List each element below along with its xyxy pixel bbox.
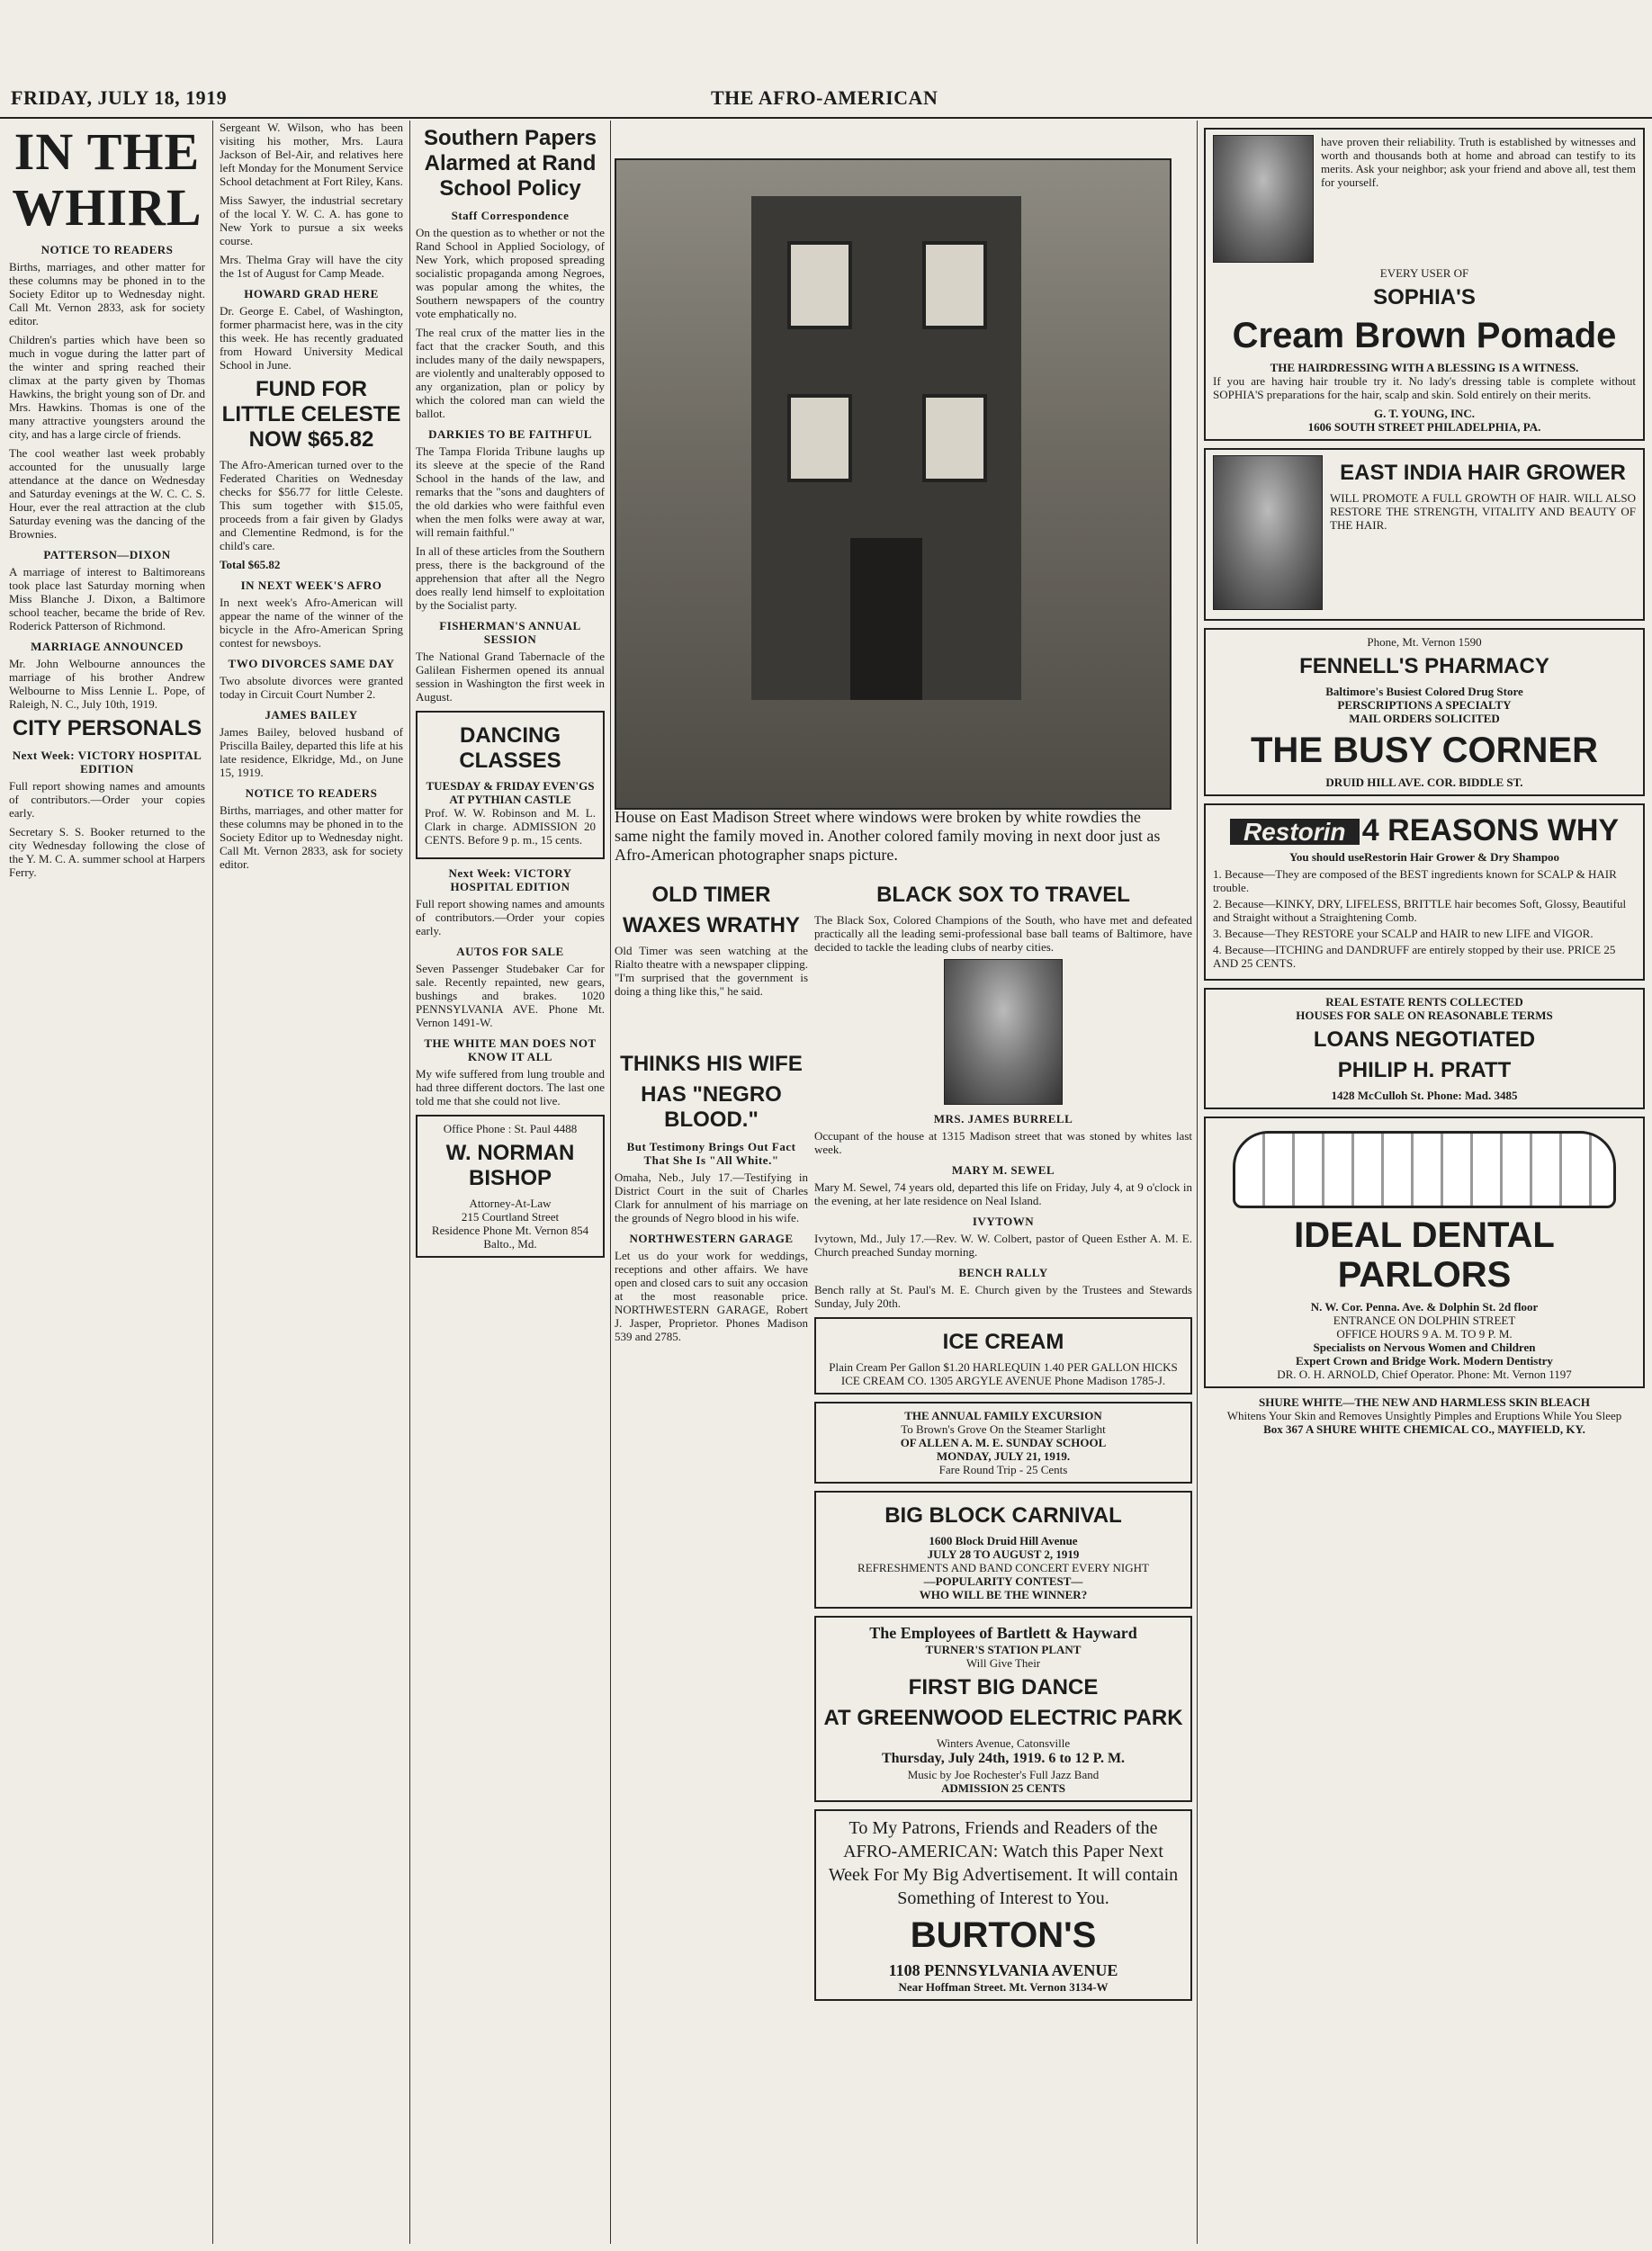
dance-heading: DANCING CLASSES	[459, 723, 561, 773]
autos-text: Seven Passenger Studebaker Car for sale. Recently repainted, new gears, bushings and brakes. 1020 PENNSYLVANIA AVE. Phone Mt. Vernon 1491-W.	[416, 962, 605, 1029]
teeth-illustration	[1233, 1131, 1616, 1208]
ivytown-heading: IVYTOWN	[972, 1215, 1035, 1228]
sophia-product: Cream Brown Pomade	[1232, 316, 1617, 355]
shure-subhead: Whitens Your Skin and Removes Unsightly Pimples and Eruptions While You Sleep	[1226, 1409, 1622, 1422]
restorin-ad	[1204, 803, 1645, 981]
dental-ad	[1204, 1117, 1645, 1388]
article-paragraph: Children's parties which have been so much in vogue during the latter part of the winter and spring reached their climax at the party given by Thomas Hawkins, the bright young son of Dr. and Mrs. Hawkins. Thomas is one of the many attractive youngsters around the city, and has a large circle of friends.	[9, 333, 205, 441]
pratt-name: PHILIP H. PRATT	[1337, 1058, 1512, 1082]
pratt-address: 1428 McCulloh St. Phone: Mad. 3485	[1331, 1089, 1518, 1102]
burtons-name: BURTON'S	[910, 1915, 1097, 1955]
lawyer-phone: Residence Phone Mt. Vernon 854 Balto., Md.	[431, 1224, 589, 1251]
personal-item: Sergeant W. Wilson, who has been visiting his mother, Mrs. Laura Jackson of Bel-Air, and relatives here left Monday for the Monument Service School detachment at Fort Riley, Kans.	[220, 121, 403, 188]
sewel-text: Mary M. Sewel, 74 years old, departed this life on Friday, July 4, at 9 o'clock in the evening, at her late residence on Neal Island.	[814, 1180, 1192, 1207]
excursion-heading: THE ANNUAL FAMILY EXCURSION	[904, 1409, 1102, 1422]
dance-ad-music: Music by Joe Rochester's Full Jazz Band	[907, 1768, 1100, 1781]
sophia-intro: have proven their reliability. Truth is established by witnesses and worth and thousands both at home and abroad can testify to its merits. Ask your neighbor; ask your friend and above all, test them for yourself.	[1321, 135, 1636, 189]
real-estate-ad	[1204, 988, 1645, 1109]
column-personals	[220, 121, 403, 2235]
real-estate-line: REAL ESTATE RENTS COLLECTED	[1325, 995, 1523, 1009]
dental-doctor: DR. O. H. ARNOLD, Chief Operator. Phone: Mt. Vernon 1197	[1277, 1368, 1572, 1381]
fennell-rx: PERSCRIPTIONS A SPECIALTY	[1337, 698, 1512, 712]
sophia-every: EVERY USER OF	[1379, 266, 1469, 280]
shure-address: Box 367 A SHURE WHITE CHEMICAL CO., MAYFIELD, KY.	[1263, 1422, 1585, 1436]
dental-address: N. W. Cor. Penna. Ave. & Dolphin St. 2d floor	[1310, 1300, 1539, 1314]
sox-headline: BLACK SOX TO TRAVEL	[876, 883, 1130, 907]
article-headline: Southern Papers Alarmed at Rand School Policy	[423, 126, 597, 201]
wedding-heading: PATTERSON—DIXON	[43, 548, 171, 561]
issue-date: FRIDAY, JULY 18, 1919	[11, 86, 228, 109]
excursion-fare: Fare Round Trip - 25 Cents	[938, 1463, 1068, 1476]
dental-entrance: ENTRANCE ON DOLPHIN STREET	[1333, 1314, 1516, 1327]
lawyer-address: 215 Courtland Street	[461, 1210, 560, 1224]
notice-text: Births, marriages, and other matter for these columns may be phoned in to the Society Editor up to Wednesday night. Call Mt. Vernon 2833, ask for society editor.	[220, 803, 403, 871]
portrait-photo	[1213, 135, 1314, 263]
afro-text: In next week's Afro-American will appear the name of the winner of the bicycle in the Afro-American Spring contest for newsboys.	[220, 596, 403, 650]
masthead	[0, 81, 1652, 119]
white-man-text: My wife suffered from lung trouble and had three different doctors. The last one told me that she could not live.	[416, 1067, 605, 1108]
reason-item: 3. Because—They RESTORE your SCALP and HAIR to new LIFE and VIGOR.	[1213, 927, 1594, 940]
fennell-phone: Phone, Mt. Vernon 1590	[1367, 635, 1482, 649]
fennell-name: FENNELL'S PHARMACY	[1299, 654, 1549, 678]
notice-heading: NOTICE TO READERS	[245, 786, 378, 800]
column-society	[9, 121, 205, 2235]
burtons-near: Near Hoffman Street. Mt. Vernon 3134-W	[898, 1980, 1109, 1994]
column-rule	[1197, 121, 1198, 2244]
carnival-subhead: REFRESHMENTS AND BAND CONCERT EVERY NIGHT	[857, 1561, 1149, 1574]
fennell-subhead: Baltimore's Busiest Colored Drug Store	[1325, 685, 1523, 698]
restorin-logo: Restorin	[1230, 819, 1360, 845]
dance-text: Prof. W. W. Robinson and M. L. Clark in charge. ADMISSION 20 CENTS. Before 9 p. m., 15 cents.	[425, 806, 596, 847]
sophia-address: 1606 SOUTH STREET PHILADELPHIA, PA.	[1307, 420, 1541, 434]
east-india-text: WILL PROMOTE A FULL GROWTH OF HAIR. WILL ALSO RESTORE THE STRENGTH, VITALITY AND BEAUTY OF THE HAIR.	[1330, 491, 1636, 532]
ice-cream-text: Plain Cream Per Gallon $1.20 HARLEQUIN 1.40 PER GALLON HICKS ICE CREAM CO. 1305 ARGYLE AVENUE Phone Madison 1785-J.	[829, 1360, 1178, 1387]
notice-heading: NOTICE TO READERS	[40, 243, 174, 256]
patrons-text: To My Patrons, Friends and Readers of the AFRO-AMERICAN: Watch this Paper Next Week For My Big Advertisement. It will contain Something of Interest to You.	[828, 1818, 1179, 1908]
personals-heading: CITY PERSONALS	[12, 716, 202, 740]
window-shape	[922, 394, 987, 482]
byline: Staff Correspondence	[451, 209, 570, 222]
carnival-contest: —POPULARITY CONTEST—	[923, 1574, 1083, 1588]
sophia-ad	[1204, 128, 1645, 441]
victory-text: Full report showing names and amounts of contributors.—Order your copies early.	[416, 897, 605, 937]
dance-ad-place: AT GREENWOOD ELECTRIC PARK	[823, 1706, 1183, 1730]
fennell-mail: MAIL ORDERS SOLICITED	[1349, 712, 1500, 725]
article-paragraph: The real crux of the matter lies in the fact that the cracker South, and this includes many of the daily newspapers, are violently and unalterably opposed to any organization, plan or policy by which the colored man can wield the ballot.	[416, 326, 605, 420]
garage-text: Let us do your work for weddings, receptions and other affairs. We have open and closed cars to suit any occasion at the most reasonable price. NORTHWESTERN GARAGE, Robert J. Jasper, Proprietor. Phones Madison 539 and 2785.	[615, 1249, 808, 1343]
carnival-question: WHO WILL BE THE WINNER?	[919, 1588, 1088, 1601]
portrait-photo	[944, 959, 1063, 1105]
reason-item: 2. Because—KINKY, DRY, LIFELESS, BRITTLE hair becomes Soft, Glossy, Beautiful and Straight without a Straightening Comb.	[1213, 897, 1627, 924]
sox-text: The Black Sox, Colored Champions of the South, who have met and defeated practically all the leading semi-professional base ball teams of Baltimore, have decided to tackle the leading clubs of nearby cities.	[814, 913, 1192, 954]
reason-item: 4. Because—ITCHING and DANDRUFF are entirely stopped by their use. PRICE 25 AND 25 CENTS.	[1213, 943, 1616, 970]
personals-subhead: Next Week: VICTORY HOSPITAL EDITION	[12, 749, 202, 776]
ivytown-text: Ivytown, Md., July 17.—Rev. W. W. Colbert, pastor of Queen Esther A. M. E. Church preached Sunday morning.	[814, 1232, 1192, 1259]
dental-heading: IDEAL DENTAL PARLORS	[1294, 1215, 1555, 1295]
ice-cream-ad	[814, 1317, 1192, 1395]
excursion-ad	[814, 1402, 1192, 1484]
fisherman-text: The National Grand Tabernacle of the Galilean Fishermen opened its annual session in Washington the first week in August.	[416, 650, 605, 704]
sophia-tagline: THE HAIRDRESSING WITH A BLESSING IS A WITNESS.	[1270, 361, 1579, 374]
restorin-heading: 4 REASONS WHY	[1361, 813, 1620, 847]
dance-ad-location: Winters Avenue, Catonsville	[936, 1736, 1071, 1750]
darkies-heading: DARKIES TO BE FAITHFUL	[428, 427, 592, 441]
window-shape	[787, 241, 852, 329]
excursion-line: To Brown's Grove On the Steamer Starlight	[901, 1422, 1106, 1436]
restorin-subhead: You should useRestorin Hair Grower & Dry Shampoo	[1288, 850, 1560, 864]
afro-heading: IN NEXT WEEK'S AFRO	[240, 578, 382, 592]
column-rule	[212, 121, 213, 2244]
window-shape	[922, 241, 987, 329]
lawyer-title: Attorney-At-Law	[469, 1197, 552, 1210]
house-illustration	[751, 196, 1021, 700]
fisherman-heading: FISHERMAN'S ANNUAL SESSION	[439, 619, 581, 646]
personals-item: Secretary S. S. Booker returned to the city Wednesday following the close of the Y. M. C. A. summer school at Harpers Ferry.	[9, 825, 205, 879]
door-shape	[850, 538, 922, 700]
column-news	[416, 121, 605, 2235]
paper-title: THE AFRO-AMERICAN	[711, 86, 938, 109]
howard-heading: HOWARD GRAD HERE	[244, 287, 379, 300]
oldtimer-headline-2: WAXES WRATHY	[623, 913, 800, 937]
wife-headline: THINKS HIS WIFE	[620, 1052, 803, 1076]
autos-heading: AUTOS FOR SALE	[456, 945, 564, 958]
marriage-heading: MARRIAGE ANNOUNCED	[31, 640, 184, 653]
column-oldtimer	[615, 877, 808, 2236]
loans-line: LOANS NEGOTIATED	[1313, 1027, 1536, 1052]
east-india-heading: EAST INDIA HAIR GROWER	[1340, 461, 1626, 485]
article-paragraph: In all of these articles from the Southern press, there is the background of the apprehension that after all the Negro does really lend himself to exploitation by the Socialist party.	[416, 544, 605, 612]
darkies-text: The Tampa Florida Tribune laughs up its sleeve at the specie of the Rand School in the hands of the law, and remarks that the "sons and daughters of the old darkies who were faithful even when the men folks were away at war, will remain faithful."	[416, 444, 605, 539]
column-ads	[1204, 121, 1645, 2244]
dance-ad-heading: The Employees of Bartlett & Hayward	[869, 1624, 1137, 1642]
fund-total: Total $65.82	[220, 558, 281, 571]
oldtimer-headline: OLD TIMER	[651, 883, 771, 907]
bench-heading: BENCH RALLY	[958, 1266, 1048, 1279]
carnival-heading: BIG BLOCK CARNIVAL	[884, 1503, 1122, 1528]
shure-heading: SHURE WHITE—THE NEW AND HARMLESS SKIN BLEACH	[1259, 1395, 1590, 1409]
burtons-address: 1108 PENNSYLVANIA AVENUE	[888, 1961, 1118, 1979]
fund-heading: FUND FOR LITTLE CELESTE NOW $65.82	[221, 377, 401, 452]
fennell-ad	[1204, 628, 1645, 796]
personal-item: Mrs. Thelma Gray will have the city the 1st of August for Camp Meade.	[220, 253, 403, 280]
column-rule	[409, 121, 410, 2244]
dance-ad-will: Will Give Their	[965, 1656, 1041, 1670]
dental-hours: OFFICE HOURS 9 A. M. TO 9 P. M.	[1336, 1327, 1513, 1341]
dance-ad	[814, 1616, 1192, 1802]
sewel-heading: MARY M. SEWEL	[951, 1163, 1055, 1177]
excursion-line: OF ALLEN A. M. E. SUNDAY SCHOOL	[900, 1436, 1107, 1449]
sophia-name: SOPHIA'S	[1373, 285, 1476, 309]
victory-heading: Next Week: VICTORY HOSPITAL EDITION	[448, 866, 572, 893]
dental-specialty: Specialists on Nervous Women and Children	[1313, 1341, 1536, 1354]
burtons-ad	[814, 1809, 1192, 2001]
wife-text: Omaha, Neb., July 17.—Testifying in District Court in the suit of Charles Clark for annulment of his marriage on the grounds of Negro blood in his wife.	[615, 1170, 808, 1224]
personal-item: Miss Sawyer, the industrial secretary of the local Y. W. C. A. has gone to New York to pursue a six weeks course.	[220, 193, 403, 247]
oldtimer-text: Old Timer was seen watching at the Rialto theatre with a newspaper clipping. "I'm surprised that the government is doing a thing like this," he said.	[615, 944, 808, 998]
column-rule	[610, 121, 611, 2244]
house-photo	[615, 158, 1172, 810]
wife-subhead: But Testimony Brings Out Fact That She Is "All White."	[626, 1140, 796, 1167]
lawyer-name: W. NORMAN BISHOP	[445, 1141, 575, 1190]
sophia-maker: G. T. YOUNG, INC.	[1373, 407, 1476, 420]
howard-text: Dr. George E. Cabel, of Washington, former pharmacist here, was in the city this week. He has recently graduated from Howard University Medical School in June.	[220, 304, 403, 372]
carnival-location: 1600 Block Druid Hill Avenue	[929, 1534, 1078, 1547]
dental-expert: Expert Crown and Bridge Work. Modern Dentistry	[1296, 1354, 1553, 1368]
section-title: IN THE WHIRL	[12, 122, 202, 237]
office-phone: Office Phone : St. Paul 4488	[443, 1122, 578, 1135]
shure-white-ad	[1204, 1395, 1645, 1436]
carnival-date: JULY 28 TO AUGUST 2, 1919	[927, 1547, 1080, 1561]
excursion-date: MONDAY, JULY 21, 1919.	[936, 1449, 1071, 1463]
ice-cream-heading: ICE CREAM	[942, 1330, 1064, 1354]
wedding-text: A marriage of interest to Baltimoreans took place last Saturday morning when Miss Blanche J. Dixon, a Baltimore school teacher, became the bride of Rev. Roderick Patterson of Richmond.	[9, 565, 205, 632]
obituary-text: James Bailey, beloved husband of Priscilla Bailey, departed this life at his late residence, Elkridge, Md., on June 15, 1919.	[220, 725, 403, 779]
column-events	[814, 877, 1192, 2236]
fennell-address: DRUID HILL AVE. COR. BIDDLE ST.	[1325, 776, 1523, 789]
dancing-ad	[416, 711, 605, 859]
dance-ad-plant: TURNER'S STATION PLANT	[925, 1643, 1082, 1656]
fund-text: The Afro-American turned over to the Federated Charities on Wednesday checks for $56.77 for little Celeste. This sum together with $15.05, proceeds from a fair given by Gladys and Clementine Redmond, is for the child's care.	[220, 458, 403, 552]
obituary-heading: JAMES BAILEY	[265, 708, 358, 722]
window-shape	[787, 394, 852, 482]
portrait-photo	[1213, 455, 1323, 610]
sophia-text: If you are having hair trouble try it. No lady's dressing table is complete without SOPHIA'S preparations for the hair, scalp and skin. Sold entirely on their merits.	[1213, 374, 1636, 401]
divorce-heading: TWO DIVORCES SAME DAY	[228, 657, 395, 670]
carnival-ad	[814, 1491, 1192, 1609]
portrait-text: Occupant of the house at 1315 Madison street that was stoned by whites last week.	[814, 1129, 1192, 1156]
garage-heading: NORTHWESTERN GARAGE	[629, 1232, 794, 1245]
bench-text: Bench rally at St. Paul's M. E. Church given by the Trustees and Stewards Sunday, July 20th.	[814, 1283, 1192, 1310]
dance-ad-title: FIRST BIG DANCE	[908, 1675, 1099, 1699]
notice-text: Births, marriages, and other matter for these columns may be phoned in to the Society Editor up to Wednesday night. Call Mt. Vernon 2833, ask for society editor.	[9, 260, 205, 327]
wife-headline-2: HAS "NEGRO BLOOD."	[641, 1082, 782, 1132]
reason-item: 1. Because—They are composed of the BEST ingredients known for SCALP & HAIR trouble.	[1213, 867, 1617, 894]
dance-ad-date: Thursday, July 24th, 1919. 6 to 12 P. M.	[881, 1751, 1126, 1766]
fennell-corner: THE BUSY CORNER	[1251, 731, 1598, 770]
marriage-text: Mr. John Welbourne announces the marriage of his brother Andrew Welbourne to Miss Lennie L. Pope, of Raleigh, N. C., July 10th, 1919.	[9, 657, 205, 711]
article-paragraph: The cool weather last week probably accounted for the unusually large attendance at the dance on Wednesday and Saturday evenings at the W. C. C. S. Hour, ever the real attraction at the club Saturday evening was the dancing of the Brownies.	[9, 446, 205, 541]
white-man-heading: THE WHITE MAN DOES NOT KNOW IT ALL	[424, 1036, 597, 1063]
portrait-caption: MRS. JAMES BURRELL	[933, 1112, 1073, 1126]
article-paragraph: On the question as to whether or not the Rand School in Applied Sociology, of New York, which proposed spreading socialistic propaganda among Negroes, was popular among the whites, the Southern newspapers of the country vote emphatically no.	[416, 226, 605, 320]
east-india-ad	[1204, 448, 1645, 621]
lawyer-card	[416, 1115, 605, 1258]
houses-line: HOUSES FOR SALE ON REASONABLE TERMS	[1296, 1009, 1553, 1022]
personals-text: Full report showing names and amounts of contributors.—Order your copies early.	[9, 779, 205, 820]
photo-caption: House on East Madison Street where windows were broken by white rowdies the same night the family moved in. Another colored family moving in next door just as Afro-American photographer snaps picture.	[615, 808, 1161, 864]
dance-subhead: TUESDAY & FRIDAY EVEN'GS AT PYTHIAN CASTLE	[426, 779, 595, 806]
divorce-text: Two absolute divorces were granted today in Circuit Court Number 2.	[220, 674, 403, 701]
dance-ad-admission: ADMISSION 25 CENTS	[941, 1781, 1065, 1795]
